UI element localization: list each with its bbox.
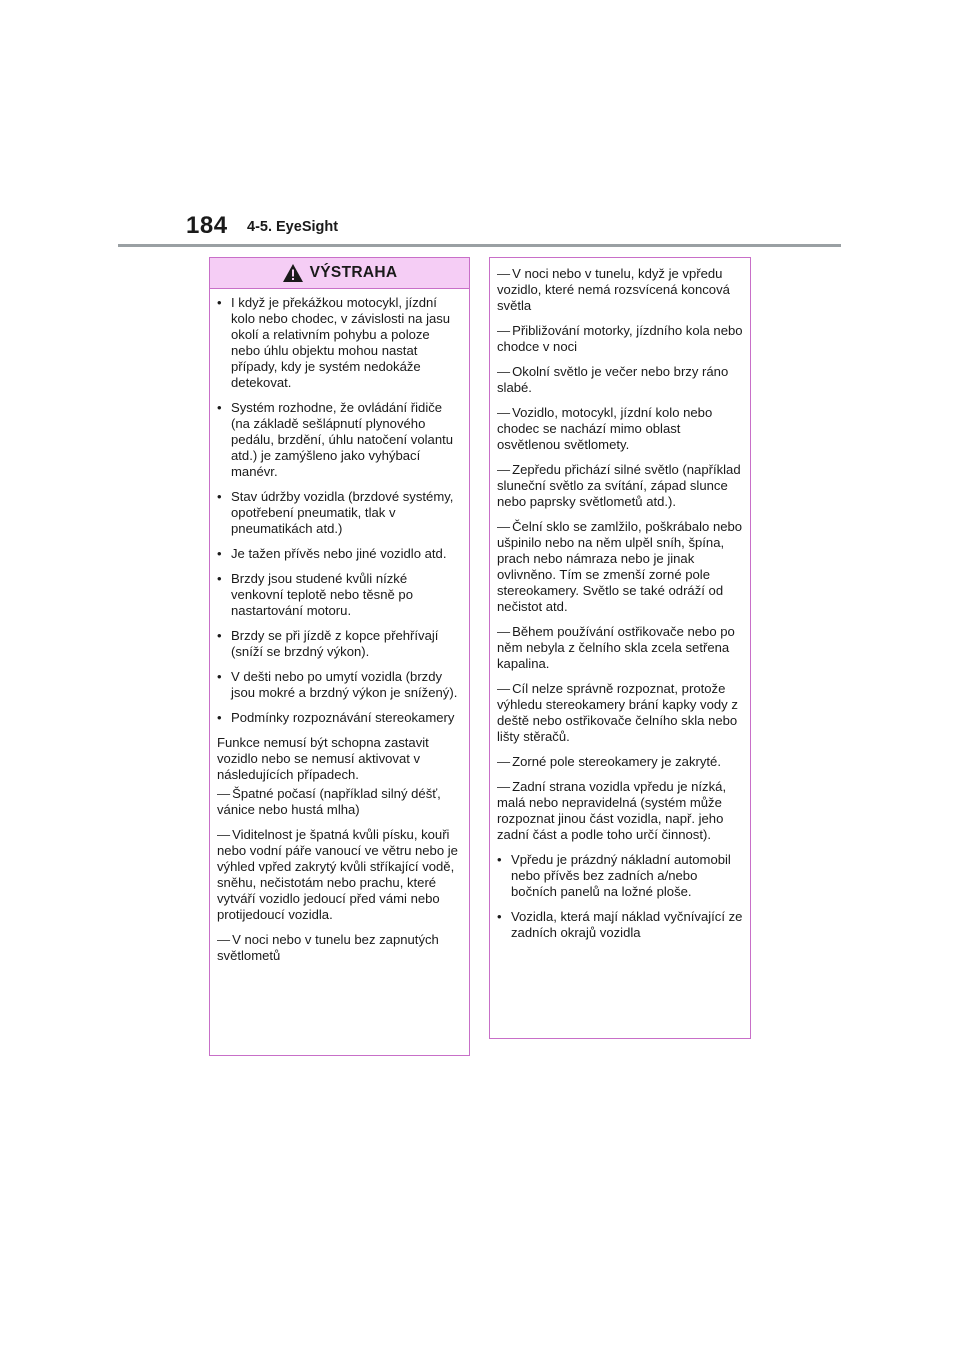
warning-content-right xyxy=(490,258,750,941)
bullet-item: • Vozidla, která mají náklad vyčnívající ze zadních okrajů vozidla xyxy=(497,909,743,941)
dash-item: — Čelní sklo se zamlžilo, poškrábalo nebo ušpinilo nebo na něm ulpěl sníh, špína, prach nebo námraza nebo je jinak ovlivněno. Tím se zmenší zorné pole stereokamery. Světlo se také odráží od nečistot atd. xyxy=(497,519,743,615)
dash-item: — Přibližování motorky, jízdního kola nebo chodce v noci xyxy=(497,323,743,355)
bullet-item: • Brzdy jsou studené kvůli nízké venkovní teplotě nebo těsně po nastartování motoru. xyxy=(217,571,462,619)
bullet-item: • Je tažen přívěs nebo jiné vozidlo atd. xyxy=(217,546,462,562)
dash-item: — Cíl nelze správně rozpoznat, protože výhledu stereokamery brání kapky vody z deště nebo ostřikovače čelního skla nebo lišty stěračů. xyxy=(497,681,743,745)
dash-item: — V noci nebo v tunelu bez zapnutých světlometů xyxy=(217,932,462,964)
warning-title: VÝSTRAHA xyxy=(309,264,398,281)
bullet-item: • Podmínky rozpoznávání stereokamery xyxy=(217,710,462,726)
warning-header xyxy=(210,258,469,289)
dash-item: — Během používání ostřikovače nebo po něm nebyla z čelního skla zcela setřena kapalina. xyxy=(497,624,743,672)
dash-item: — V noci nebo v tunelu, když je vpředu vozidlo, které nemá rozsvícená koncová světla xyxy=(497,266,743,314)
bullet-item: • Vpředu je prázdný nákladní automobil nebo přívěs bez zadních a/nebo bočních panelů na ložné ploše. xyxy=(497,852,743,900)
section-title: 4-5. EyeSight xyxy=(247,219,339,235)
warning-content-left xyxy=(210,289,469,964)
dash-item: — Zepředu přichází silné světlo (například sluneční světlo za svítání, západ slunce nebo paprsky světlometů atd.). xyxy=(497,462,743,510)
dash-item: — Okolní světlo je večer nebo brzy ráno slabé. xyxy=(497,364,743,396)
dash-item: — Vozidlo, motocykl, jízdní kolo nebo chodec se nachází mimo oblast osvětlenou světlomety. xyxy=(497,405,743,453)
bullet-item: • Systém rozhodne, že ovládání řidiče (na základě sešlápnutí plynového pedálu, brzdění, úhlu natočení volantu atd.) je zamýšleno jako vyhýbací manévr. xyxy=(217,400,462,480)
warning-triangle-icon xyxy=(282,263,304,283)
warning-box xyxy=(209,257,470,1056)
warning-box-continued xyxy=(489,257,751,1039)
bullet-item: • I když je překážkou motocykl, jízdní kolo nebo chodec, v závislosti na jasu okolí a relativním pohybu a poloze nebo úhlu objektu mohou nastat případy, kdy je systém nedokáže detekovat. xyxy=(217,295,462,391)
dash-item: — Zorné pole stereokamery je zakryté. xyxy=(497,754,743,770)
header-rule xyxy=(118,244,841,247)
dash-item: — Viditelnost je špatná kvůli písku, kouři nebo vodní páře vanoucí ve větru nebo je výhled vpřed zakrytý kvůli stříkající vodě, sněhu, nečistotám nebo prachu, které vytváří vozidlo jedoucí před vámi nebo protijedoucí vozidla. xyxy=(217,827,462,923)
paragraph: Funkce nemusí být schopna zastavit vozidlo nebo se nemusí aktivovat v následujících případech. xyxy=(217,735,429,782)
page-number: 184 xyxy=(186,212,228,239)
dash-item: — Špatné počasí (například silný déšť, vánice nebo hustá mlha) xyxy=(217,786,462,818)
bullet-item: • Brzdy se při jízdě z kopce přehřívají (sníží se brzdný výkon). xyxy=(217,628,462,660)
dash-item: — Zadní strana vozidla vpředu je nízká, malá nebo nepravidelná (systém může rozpoznat jinou část vozidla, např. jeho zadní část a podle toho určí činnost). xyxy=(497,779,743,843)
bullet-item: • V dešti nebo po umytí vozidla (brzdy jsou mokré a brzdný výkon je snížený). xyxy=(217,669,462,701)
bullet-item: • Stav údržby vozidla (brzdové systémy, opotřebení pneumatik, tlak v pneumatikách atd.) xyxy=(217,489,462,537)
